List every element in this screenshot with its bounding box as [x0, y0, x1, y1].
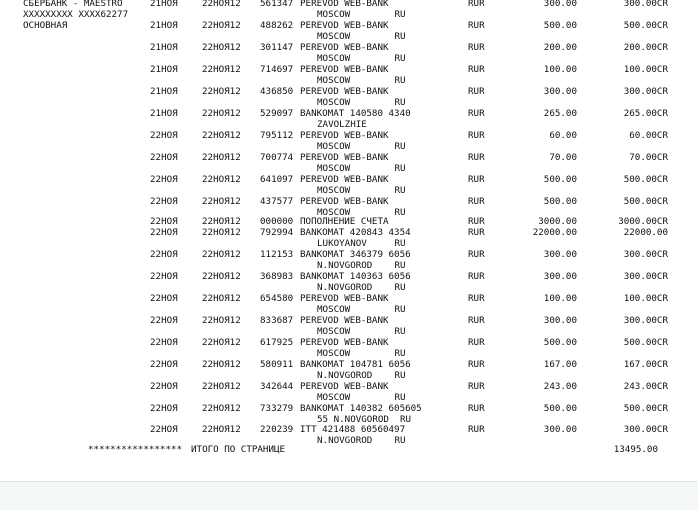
tx-cur: RUR — [468, 108, 485, 119]
tx-desc2: MOSCOW RU — [317, 304, 406, 315]
tx-desc1: BANKOMAT 140363 6056 — [300, 271, 411, 282]
tx-code: 342644 — [260, 381, 294, 392]
tx-desc1: ПОПОЛНЕНИЕ СЧЕТА — [300, 216, 389, 227]
tx-desc1: PEREVOD WEB-BANK — [300, 315, 389, 326]
tx-total: 200.00CR — [623, 42, 668, 53]
tx-amount: 243.00 — [543, 381, 577, 392]
tx-code: 617925 — [260, 337, 294, 348]
tx-total: 300.00CR — [623, 86, 668, 97]
tx-total: 300.00CR — [623, 424, 668, 435]
tx-post: 22НОЯ12 — [202, 174, 241, 185]
tx-cur: RUR — [468, 20, 485, 31]
tx-cur: RUR — [468, 152, 485, 163]
tx-cur: RUR — [468, 174, 485, 185]
tx-code: 654580 — [260, 293, 294, 304]
tx-desc1: PEREVOD WEB-BANK — [300, 130, 389, 141]
tx-post: 22НОЯ12 — [202, 315, 241, 326]
tx-cur: RUR — [468, 216, 485, 227]
tx-amount: 300.00 — [543, 315, 577, 326]
tx-total: 500.00CR — [623, 403, 668, 414]
tx-date: 21НОЯ — [150, 64, 178, 75]
tx-cur: RUR — [468, 271, 485, 282]
tx-desc2: MOSCOW RU — [317, 141, 406, 152]
tx-post: 22НОЯ12 — [202, 152, 241, 163]
tx-cur: RUR — [468, 130, 485, 141]
tx-total: 500.00CR — [623, 174, 668, 185]
tx-date: 22НОЯ — [150, 337, 178, 348]
tx-date: 22НОЯ — [150, 381, 178, 392]
tx-desc1: PEREVOD WEB-BANK — [300, 86, 389, 97]
tx-post: 22НОЯ12 — [202, 227, 241, 238]
tx-cur: RUR — [468, 227, 485, 238]
tx-cur: RUR — [468, 359, 485, 370]
tx-code: 700774 — [260, 152, 294, 163]
tx-cur: RUR — [468, 381, 485, 392]
tx-amount: 500.00 — [543, 403, 577, 414]
tx-date: 22НОЯ — [150, 130, 178, 141]
tx-cur: RUR — [468, 337, 485, 348]
tx-amount: 100.00 — [543, 64, 577, 75]
tx-desc1: BANKOMAT 420843 4354 — [300, 227, 411, 238]
tx-date: 22НОЯ — [150, 152, 178, 163]
tx-cur: RUR — [468, 293, 485, 304]
tx-date: 22НОЯ — [150, 174, 178, 185]
tx-post: 22НОЯ12 — [202, 216, 241, 227]
tx-amount: 167.00 — [543, 359, 577, 370]
tx-amount: 70.00 — [549, 152, 577, 163]
bottom-band — [0, 481, 698, 510]
tx-amount: 500.00 — [543, 174, 577, 185]
tx-date: 22НОЯ — [150, 196, 178, 207]
tx-desc2: 55 N.NOVGOROD RU — [317, 414, 412, 425]
tx-desc2: N.NOVGOROD RU — [317, 435, 406, 446]
tx-date: 22НОЯ — [150, 315, 178, 326]
tx-desc1: PEREVOD WEB-BANK — [300, 20, 389, 31]
tx-desc1: BANKOMAT 140382 605605 — [300, 403, 422, 414]
tx-date: 21НОЯ — [150, 42, 178, 53]
tx-code: 437577 — [260, 196, 294, 207]
tx-total: 500.00CR — [623, 196, 668, 207]
tx-amount: 100.00 — [543, 293, 577, 304]
tx-post: 22НОЯ12 — [202, 293, 241, 304]
tx-desc2: MOSCOW RU — [317, 163, 406, 174]
tx-desc2: MOSCOW RU — [317, 75, 406, 86]
tx-date: 22НОЯ — [150, 424, 178, 435]
tx-desc1: PEREVOD WEB-BANK — [300, 42, 389, 53]
tx-post: 22НОЯ12 — [202, 130, 241, 141]
tx-amount: 60.00 — [549, 130, 577, 141]
tx-post: 22НОЯ12 — [202, 381, 241, 392]
tx-desc2: N.NOVGOROD RU — [317, 370, 406, 381]
tx-post: 22НОЯ12 — [202, 64, 241, 75]
page-total-value: 13495.00 — [613, 444, 658, 455]
tx-cur: RUR — [468, 249, 485, 260]
tx-post: 22НОЯ12 — [202, 337, 241, 348]
tx-code: 301147 — [260, 42, 294, 53]
tx-code: 833687 — [260, 315, 294, 326]
tx-total: 70.00CR — [629, 152, 668, 163]
tx-desc2: MOSCOW RU — [317, 53, 406, 64]
tx-code: 733279 — [260, 403, 294, 414]
tx-code: 561347 — [260, 0, 294, 9]
tx-amount: 300.00 — [543, 271, 577, 282]
tx-code: 488262 — [260, 20, 294, 31]
tx-code: 714697 — [260, 64, 294, 75]
tx-amount: 200.00 — [543, 42, 577, 53]
tx-desc1: BANKOMAT 104781 6056 — [300, 359, 411, 370]
tx-amount: 300.00 — [543, 249, 577, 260]
tx-date: 22НОЯ — [150, 359, 178, 370]
account-line-bank: СБЕРБАНК - MAESTRO — [23, 0, 123, 9]
tx-date: 21НОЯ — [150, 0, 178, 9]
tx-total: 500.00CR — [623, 20, 668, 31]
tx-date: 22НОЯ — [150, 403, 178, 414]
tx-desc2: MOSCOW RU — [317, 348, 406, 359]
tx-desc2: MOSCOW RU — [317, 207, 406, 218]
tx-total: 167.00CR — [623, 359, 668, 370]
tx-desc1: PEREVOD WEB-BANK — [300, 152, 389, 163]
tx-cur: RUR — [468, 315, 485, 326]
tx-date: 21НОЯ — [150, 20, 178, 31]
tx-cur: RUR — [468, 424, 485, 435]
tx-code: 000000 — [260, 216, 294, 227]
tx-desc1: BANKOMAT 140580 4340 — [300, 108, 411, 119]
tx-amount: 265.00 — [543, 108, 577, 119]
tx-desc1: BANKOMAT 346379 6056 — [300, 249, 411, 260]
tx-total: 300.00CR — [623, 249, 668, 260]
tx-total: 100.00CR — [623, 293, 668, 304]
tx-date: 21НОЯ — [150, 108, 178, 119]
tx-date: 21НОЯ — [150, 86, 178, 97]
tx-amount: 300.00 — [543, 424, 577, 435]
tx-desc1: PEREVOD WEB-BANK — [300, 196, 389, 207]
tx-desc1: PEREVOD WEB-BANK — [300, 0, 389, 9]
tx-total: 300.00CR — [623, 271, 668, 282]
tx-amount: 22000.00 — [532, 227, 577, 238]
tx-total: 243.00CR — [623, 381, 668, 392]
tx-total: 60.00CR — [629, 130, 668, 141]
tx-amount: 500.00 — [543, 337, 577, 348]
tx-post: 22НОЯ12 — [202, 108, 241, 119]
tx-code: 529097 — [260, 108, 294, 119]
tx-desc1: PEREVOD WEB-BANK — [300, 174, 389, 185]
tx-desc2: MOSCOW RU — [317, 9, 406, 20]
tx-code: 220239 — [260, 424, 294, 435]
tx-desc1: ITT 421488 60560497 — [300, 424, 406, 435]
tx-cur: RUR — [468, 42, 485, 53]
tx-desc2: MOSCOW RU — [317, 97, 406, 108]
tx-amount: 500.00 — [543, 196, 577, 207]
tx-date: 22НОЯ — [150, 216, 178, 227]
tx-cur: RUR — [468, 86, 485, 97]
tx-total: 300.00CR — [623, 315, 668, 326]
tx-desc2: N.NOVGOROD RU — [317, 260, 406, 271]
tx-code: 795112 — [260, 130, 294, 141]
tx-desc2: LUKOYANOV RU — [317, 238, 406, 249]
tx-amount: 300.00 — [543, 0, 577, 9]
tx-post: 22НОЯ12 — [202, 86, 241, 97]
tx-desc2: MOSCOW RU — [317, 31, 406, 42]
tx-amount: 3000.00 — [538, 216, 577, 227]
tx-total: 100.00CR — [623, 64, 668, 75]
tx-code: 368983 — [260, 271, 294, 282]
tx-code: 436850 — [260, 86, 294, 97]
tx-code: 792994 — [260, 227, 294, 238]
tx-cur: RUR — [468, 196, 485, 207]
tx-date: 22НОЯ — [150, 227, 178, 238]
account-line-type: ОСНОВНАЯ — [23, 20, 68, 31]
tx-desc2: MOSCOW RU — [317, 392, 406, 403]
tx-total: 3000.00CR — [618, 216, 668, 227]
tx-code: 580911 — [260, 359, 294, 370]
tx-post: 22НОЯ12 — [202, 403, 241, 414]
tx-desc2: ZAVOLZHIE — [317, 119, 367, 130]
tx-total: 265.00CR — [623, 108, 668, 119]
tx-code: 641097 — [260, 174, 294, 185]
tx-code: 112153 — [260, 249, 294, 260]
tx-date: 22НОЯ — [150, 293, 178, 304]
tx-desc2: MOSCOW RU — [317, 326, 406, 337]
tx-desc2: N.NOVGOROD RU — [317, 282, 406, 293]
tx-desc1: PEREVOD WEB-BANK — [300, 337, 389, 348]
tx-cur: RUR — [468, 403, 485, 414]
tx-post: 22НОЯ12 — [202, 249, 241, 260]
tx-date: 22НОЯ — [150, 271, 178, 282]
tx-total: 300.00CR — [623, 0, 668, 9]
page-total-stars: ***************** — [88, 444, 183, 455]
tx-cur: RUR — [468, 64, 485, 75]
tx-total: 22000.00 — [623, 227, 668, 238]
tx-post: 22НОЯ12 — [202, 271, 241, 282]
tx-date: 22НОЯ — [150, 249, 178, 260]
tx-amount: 300.00 — [543, 86, 577, 97]
tx-desc1: PEREVOD WEB-BANK — [300, 64, 389, 75]
tx-cur: RUR — [468, 0, 485, 9]
tx-post: 22НОЯ12 — [202, 359, 241, 370]
tx-post: 22НОЯ12 — [202, 196, 241, 207]
tx-post: 22НОЯ12 — [202, 42, 241, 53]
account-line-number: XXXXXXXXX XXXX62277 — [23, 9, 129, 20]
tx-desc1: PEREVOD WEB-BANK — [300, 381, 389, 392]
tx-desc2: MOSCOW RU — [317, 185, 406, 196]
tx-post: 22НОЯ12 — [202, 20, 241, 31]
tx-desc1: PEREVOD WEB-BANK — [300, 293, 389, 304]
tx-total: 500.00CR — [623, 337, 668, 348]
tx-post: 22НОЯ12 — [202, 424, 241, 435]
page-total-label: ИТОГО ПО СТРАНИЦЕ — [191, 444, 286, 455]
tx-post: 22НОЯ12 — [202, 0, 241, 9]
tx-amount: 500.00 — [543, 20, 577, 31]
